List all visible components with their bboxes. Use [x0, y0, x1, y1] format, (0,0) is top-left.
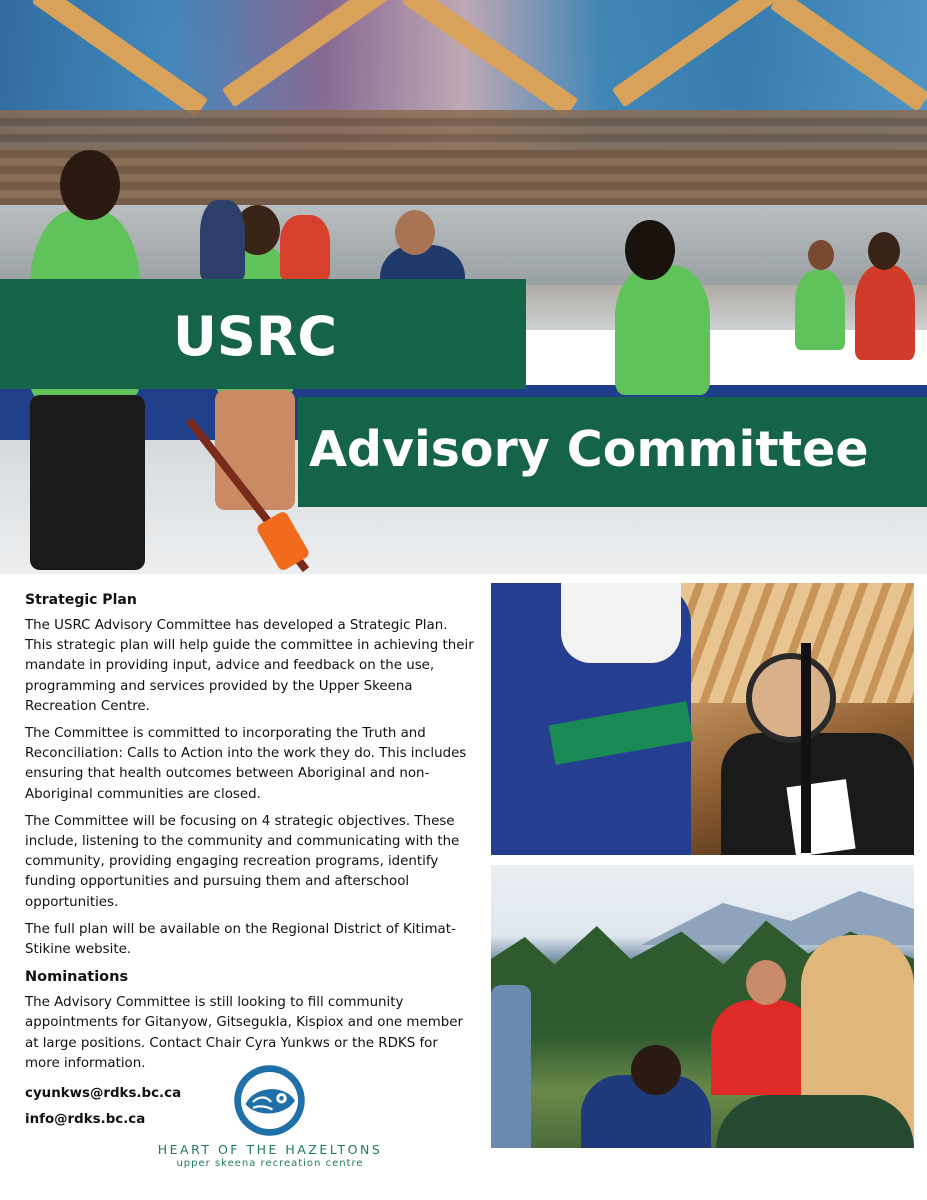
bleachers — [0, 110, 927, 210]
person — [491, 985, 531, 1148]
player-head — [60, 150, 120, 220]
strategic-plan-paragraph: The Committee will be focusing on 4 strategic objectives. These include, listening to the community and communicating with the community, providing engaging recreation programs, identify funding opportunities and pursuing them and afterschool opportunities. — [25, 813, 460, 910]
person-head — [746, 960, 786, 1005]
title-banner-usrc — [0, 279, 526, 389]
nominations-heading: Nominations — [25, 969, 129, 986]
nominations-paragraph: The Advisory Committee is still looking to fill community appointments for Gitanyow, Gitsegukla, Kispiox and one member at large positions. Contact Chair Cyra Yunkws or the RDKS for more information. — [25, 995, 463, 1071]
logo-tagline: upper skeena recreation centre — [176, 1158, 364, 1169]
player-head — [808, 240, 834, 270]
hockey-stick — [801, 643, 811, 853]
player-legs — [30, 395, 145, 570]
logo-name: HEART OF THE HAZELTONS — [157, 1142, 383, 1157]
strategic-plan-paragraph: The USRC Advisory Committee has developed a Strategic Plan. This strategic plan will help guide the committee in achieving their mandate in providing input, advice and feedback on the use, programming and services provided by the Upper Skeena Recreation Centre. — [25, 618, 474, 714]
player — [855, 265, 915, 360]
title-advisory-committee: Advisory Committee — [309, 421, 869, 478]
girl-shirt — [716, 1095, 914, 1148]
player-head — [395, 210, 435, 255]
photo-group-high-five — [491, 865, 914, 1148]
email-cyunkws[interactable]: cyunkws@rdks.bc.ca — [25, 1086, 182, 1102]
salmon-emblem-icon — [232, 1063, 307, 1138]
spectator — [200, 200, 245, 280]
player-glove — [561, 583, 681, 663]
email-info[interactable]: info@rdks.bc.ca — [25, 1112, 146, 1128]
player-head — [868, 232, 900, 270]
title-banner-committee — [298, 397, 927, 507]
strategic-plan-heading: Strategic Plan — [25, 592, 137, 608]
player-head — [625, 220, 675, 280]
player — [615, 265, 710, 395]
player-helmet — [746, 653, 836, 743]
photo-hockey-players — [491, 583, 914, 855]
spectator — [280, 215, 330, 280]
player — [795, 270, 845, 350]
paper-sheet — [786, 779, 855, 855]
hero-photo — [0, 0, 927, 574]
content-column — [25, 590, 475, 1130]
strategic-plan-paragraph: The Committee is committed to incorporating the Truth and Reconciliation: Calls to Action into the work they do. This includes ensuring that health outcomes between Aboriginal and non-Aboriginal communities are closed. — [25, 726, 467, 802]
strategic-plan-paragraph: The full plan will be available on the Regional District of Kitimat-Stikine website. — [25, 921, 456, 958]
heart-of-the-hazeltons-logo — [150, 1060, 390, 1180]
player-legs — [215, 390, 295, 510]
child-head — [631, 1045, 681, 1095]
title-usrc: USRC — [173, 305, 337, 368]
